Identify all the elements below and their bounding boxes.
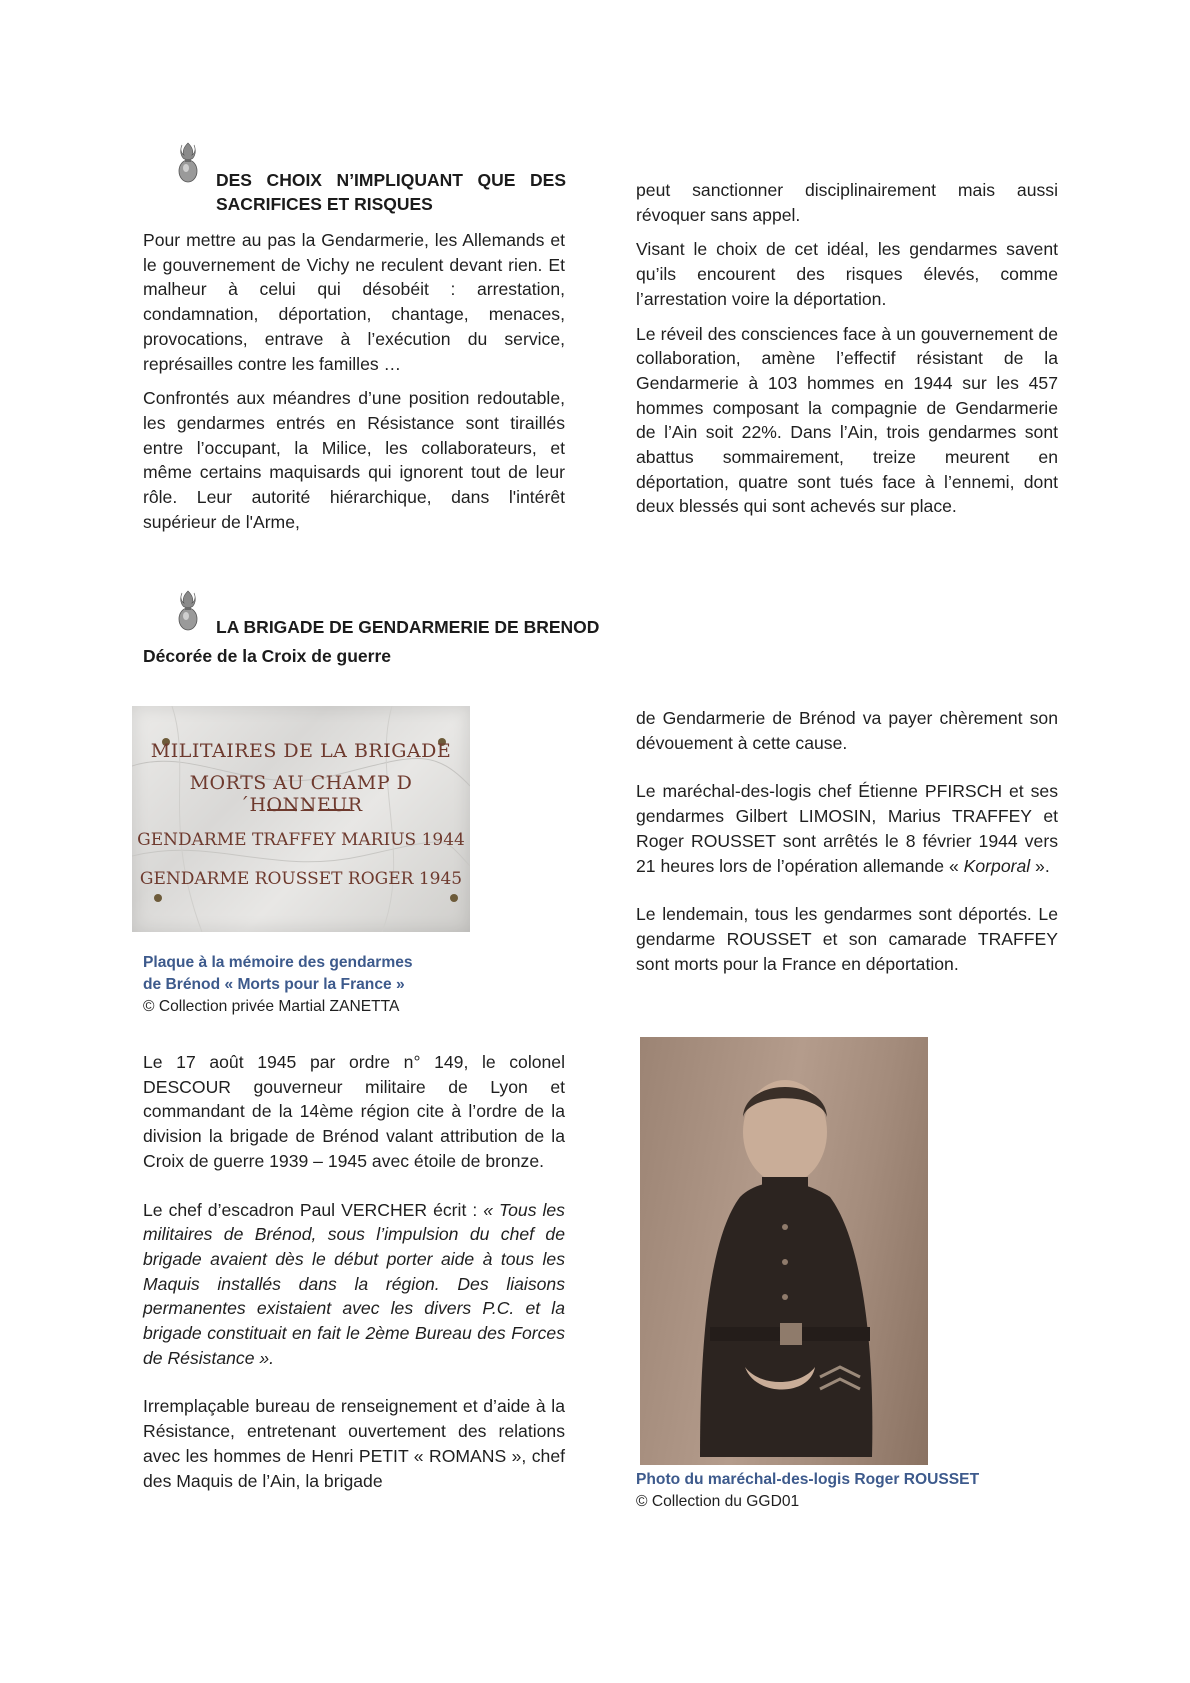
section2-left-paragraph: Irremplaçable bureau de renseignement et d’aide à la Résistance, entretenant ouvertement des relations avec les hommes de Henri PETIT « ROMANS », chef des Maquis de l’Ain, la brigade	[143, 1396, 565, 1491]
plaque-caption	[143, 952, 543, 1018]
section1-heading	[216, 168, 566, 216]
section1-right-paragraph: Le réveil des consciences face à un gouvernement de collaboration, amène l’effectif résistant de la Gendarmerie à 103 hommes en 1944 sur les 457 hommes composant la compagnie de Gendarmerie de l’Ain soit 22%. Dans l’Ain, trois gendarmes sont abattus sommairement, treize meurent en déportation, quatre sont tués face à l’ennemi, dont deux blessés qui sont achevés sur place.	[636, 323, 1058, 517]
plaque-caption-line1: Plaque à la mémoire des gendarmes	[143, 954, 413, 971]
plaque-line2: MORTS AU CHAMP D´HONNEUR	[189, 772, 413, 816]
grenade-icon	[176, 141, 200, 187]
vercher-quote: « Tous les militaires de Brénod, sous l’impulsion du chef de brigade avaient dès le début porter aide à tous les Maquis installés dans la région. Des liaisons permanentes existaient avec les divers P.C. et la brigade constituait en fait le 2ème Bureau des Forces de Résistance ».	[143, 1199, 565, 1368]
plaque-caption-line2: de Brénod « Morts pour la France »	[143, 976, 405, 993]
section2-subheading: Décorée de la Croix de guerre	[143, 646, 392, 666]
portrait-credit: © Collection du GGD01	[636, 1493, 800, 1510]
section1-left-column	[143, 228, 565, 544]
portrait-caption-title: Photo du maréchal-des-logis Roger ROUSSET	[636, 1471, 980, 1488]
section1-left-paragraph: Confrontés aux méandres d’une position redoutable, les gendarmes entrés en Résistance sont tiraillés entre l’occupant, la Milice, les collaborateurs, et même certains maquisards qui ignorent tout de leur rôle. Leur autorité hiérarchique, dans l'intérêt supérieur de l'Arme,	[143, 388, 565, 532]
plaque-line3: GENDARME TRAFFEY MARIUS 1944	[137, 830, 465, 850]
section2-left-column	[143, 1050, 565, 1503]
section2-right-column	[636, 706, 1058, 986]
arrest-text: Le maréchal-des-logis chef Étienne PFIRSCH et ses gendarmes Gilbert LIMOSIN, Marius TRAFFEY et Roger ROUSSET sont arrêtés le 8 février 1944 vers 21 heures lors de l’opération allemande «	[636, 781, 1058, 876]
section2-left-quote-paragraph	[143, 1198, 565, 1371]
operation-name: Korporal	[963, 855, 1031, 876]
section1-right-column	[636, 178, 1058, 529]
portrait-figure	[640, 1037, 928, 1465]
section1-right-paragraph: Visant le choix de cet idéal, les gendarmes savent qu’ils encourent des risques élevés, comme l’arrestation voire la déportation.	[636, 239, 1058, 309]
plaque-credit: © Collection privée Martial ZANETTA	[143, 998, 400, 1015]
section1-heading-line2: SACRIFICES ET RISQUES	[216, 194, 433, 214]
section2-right-paragraph: Le lendemain, tous les gendarmes sont déportés. Le gendarme ROUSSET et son camarade TRAFFEY sont morts pour la France en déportation.	[636, 904, 1058, 974]
plaque-line1: MILITAIRES DE LA BRIGADE	[150, 740, 452, 762]
quote-intro: Le chef d’escadron Paul VERCHER écrit :	[143, 1199, 484, 1220]
section1-left-paragraph: Pour mettre au pas la Gendarmerie, les Allemands et le gouvernement de Vichy ne reculent devant rien. Et malheur à celui qui désobéit : arrestation, condamnation, déportation, chantage, menaces, provocations, entrave à l’exécution du service, représailles contre les familles …	[143, 230, 565, 374]
rousset-portrait-photo	[640, 1037, 928, 1465]
plaque-line4: GENDARME ROUSSET ROGER 1945	[139, 869, 463, 889]
portrait-caption	[636, 1469, 1076, 1513]
section2-right-paragraph: de Gendarmerie de Brénod va payer chèrement son dévouement à cette cause.	[636, 708, 1058, 753]
grenade-icon	[176, 589, 200, 635]
section2-heading: LA BRIGADE DE GENDARMERIE DE BRENOD	[216, 617, 600, 637]
arrest-text-end: ».	[1030, 855, 1050, 876]
section2-right-paragraph	[636, 779, 1058, 878]
section2-left-paragraph: Le 17 août 1945 par ordre n° 149, le colonel DESCOUR gouverneur militaire de Lyon et commandant de la 14ème région cite à l’ordre de la division la brigade de Brénod valant attribution de la Croix de guerre 1939 – 1945 avec étoile de bronze.	[143, 1052, 565, 1171]
memorial-plaque-photo	[132, 706, 470, 932]
section1-heading-line1: DES CHOIX N’IMPLIQUANT QUE DES	[216, 170, 566, 190]
section1-right-paragraph: peut sanctionner disciplinairement mais aussi révoquer sans appel.	[636, 180, 1058, 225]
